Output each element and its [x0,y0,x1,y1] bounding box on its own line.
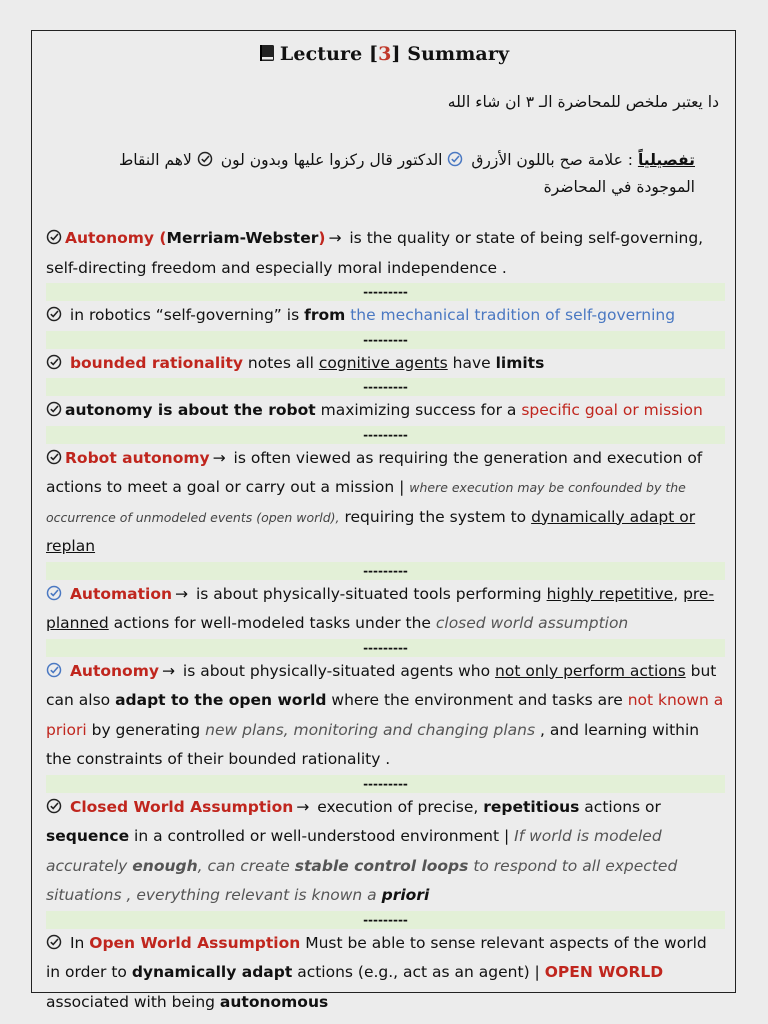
separator: --------- [46,562,725,580]
arrow-right-icon: → [212,448,226,467]
separator: --------- [46,775,725,793]
item-bounded-rationality: bounded rationality notes all cognitive agents have limits [46,349,725,379]
blue-check-icon [46,585,62,601]
blue-check-icon [46,662,62,678]
blue-check-icon [447,151,463,167]
arrow-right-icon: → [175,584,189,603]
item-robot-autonomy: Robot autonomy → is often viewed as requiring the generation and execution of actions to meet a goal or carry out a mission | where execution may be confounded by the occurrence of unmodeled events (open world), requiring the system to dynamically adapt or replan [46,444,725,562]
separator: --------- [46,911,725,929]
arabic-intro: دا يعتبر ملخص للمحاضرة الـ ٣ ان شاء الله [447,93,719,111]
book-icon [258,44,276,62]
arrow-right-icon: → [161,661,175,680]
item-open-world: In Open World Assumption Must be able to sense relevant aspects of the world in order to dynamically adapt actions (e.g., act as an agent) | OPEN WORLD associated with being autonomous [46,933,707,1011]
item-autonomy-open-world: Autonomy → is about physically-situated agents who not only perform actions but can also adapt to the open world where the environment and tasks are not known a priori by generating new plans, monitoring and changing plans , and learning within the constraints of their bounded rationality . [46,657,725,775]
item-self-governing: in robotics “self-governing” is from the mechanical tradition of self-governing [46,301,725,331]
item-automation: Automation → is about physically-situated tools performing highly repetitive, pre-planned actions for well-modeled tasks under the closed world assumption [46,580,725,639]
separator: --------- [46,331,725,349]
summary-page [31,30,736,1011]
check-circle-icon [46,401,62,417]
separator: --------- [46,378,725,396]
item-autonomy-definition: Autonomy (Merriam-Webster) → is the quality or state of being self-governing, self-directing freedom and especially moral independence . [46,224,725,283]
arrow-right-icon: → [328,229,342,247]
check-circle-icon [46,229,62,245]
check-circle-icon [197,151,213,167]
item-autonomy-robot: autonomy is about the robot maximizing success for a specific goal or mission [46,396,725,426]
check-circle-icon [46,798,62,814]
arabic-legend: تفصيلياً : علامة صح باللون الأزرق الدكتور قال ركزوا عليها وبدون لون لاهم النقاط الموجودة في المحاضرة [118,151,695,196]
item-closed-world: Closed World Assumption → execution of precise, repetitious actions or sequence in a controlled or well-understood environment | If world is modeled accurately enough, can create stable control loops to respond to all expected situations , everything relevant is known a priori [46,793,725,911]
page-title: Lecture [3] Summary [32,43,735,65]
separator: --------- [46,283,725,301]
arrow-right-icon: → [296,797,310,816]
summary-body [46,224,725,1017]
separator: --------- [46,639,725,657]
separator: --------- [46,426,725,444]
check-circle-icon [46,934,62,950]
check-circle-icon [46,449,62,465]
check-circle-icon [46,354,62,370]
check-circle-icon [46,306,62,322]
